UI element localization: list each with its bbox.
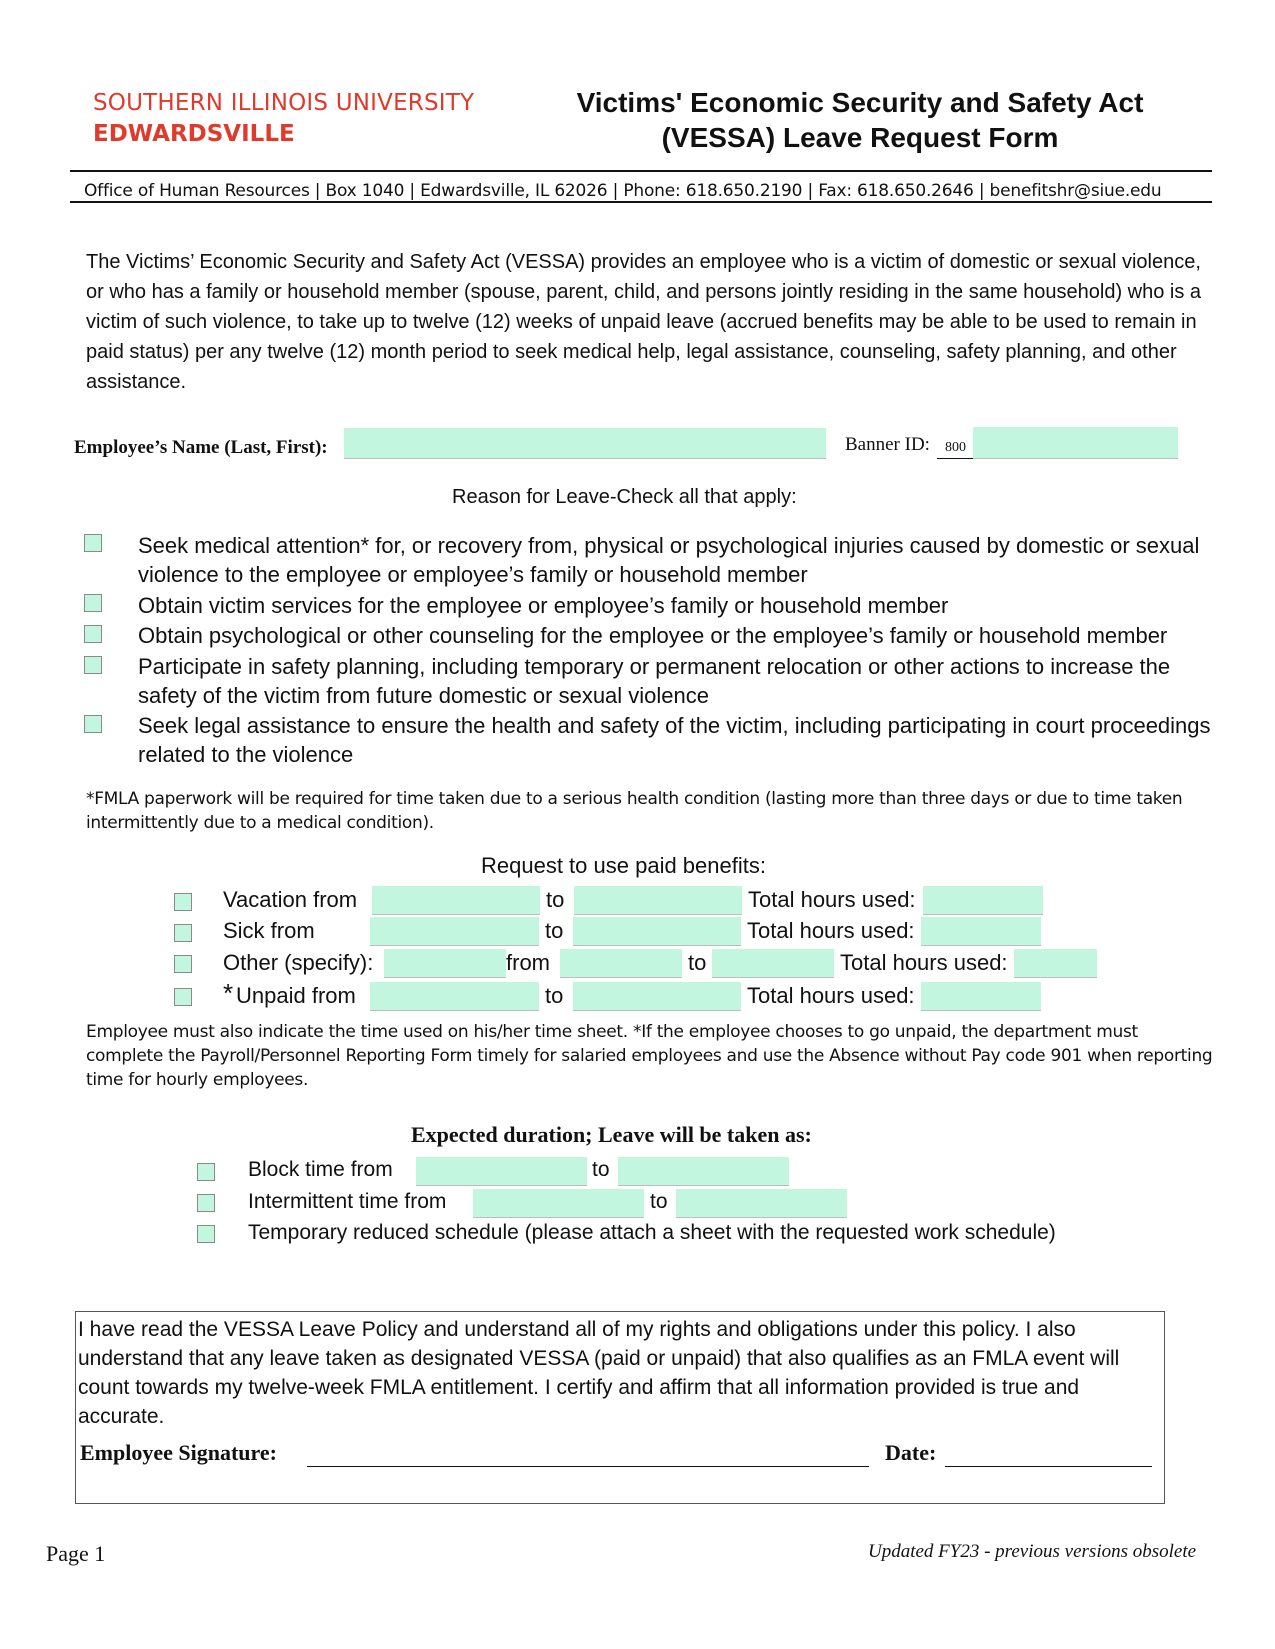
- banner-id-prefix: 800: [945, 440, 966, 455]
- employee-name-label: Employee’s Name (Last, First):: [74, 437, 328, 458]
- reason-safety-planning-label: Participate in safety planning, including temporary or permanent relocation or other actions to increase the safety of the victim from future domestic or sexual violence: [138, 654, 1171, 708]
- unpaid-from-field[interactable]: [370, 982, 539, 1011]
- signature-line[interactable]: [307, 1466, 869, 1467]
- contact-info: Office of Human Resources | Box 1040 | Edwardsville, IL 62026 | Phone: 618.650.2190 | Fax: 618.650.2646 | benefitshr@siue.edu: [84, 181, 1162, 201]
- block-time-to-field[interactable]: [618, 1157, 789, 1186]
- other-to-label: to: [688, 950, 707, 975]
- intermittent-to-label: to: [650, 1190, 668, 1213]
- benefits-note: Employee must also indicate the time used on his/her time sheet. *If the employee chooses to go unpaid, the department must complete the Payroll/Personnel Reporting Form timely for salaried employees and use the Absence without Pay code 901 when reporting time for hourly employees.: [86, 1022, 1213, 1090]
- block-time-checkbox[interactable]: [197, 1163, 215, 1181]
- reason-counseling-checkbox[interactable]: [84, 625, 102, 643]
- reason-heading: Reason for Leave-Check all that apply:: [452, 486, 797, 508]
- banner-id-label: Banner ID:: [845, 434, 930, 455]
- reason-medical-label: Seek medical attention* for, or recovery from, physical or psychological injuries caused by domestic or sexual violence to the employee or employee’s family or household member: [138, 533, 1200, 587]
- sick-total-field[interactable]: [921, 917, 1041, 946]
- block-time-label: Block time from: [248, 1158, 393, 1181]
- intermittent-to-field[interactable]: [676, 1189, 847, 1218]
- reason-victim-services-label: Obtain victim services for the employee or employee’s family or household member: [138, 593, 949, 618]
- duration-heading: Expected duration; Leave will be taken as:: [411, 1122, 812, 1147]
- form-title: [545, 85, 1175, 155]
- reason-legal-assistance-checkbox[interactable]: [84, 715, 102, 733]
- fmla-note: *FMLA paperwork will be required for time taken due to a serious health condition (lasting more than three days or due to time taken intermittently due to a medical condition).: [86, 789, 1183, 833]
- vacation-to-field[interactable]: [574, 886, 742, 915]
- vacation-total-field[interactable]: [923, 886, 1043, 915]
- intermittent-label: Intermittent time from: [248, 1190, 447, 1213]
- date-label: Date:: [885, 1440, 937, 1465]
- other-total-field[interactable]: [1014, 949, 1097, 978]
- employee-name-field[interactable]: [344, 428, 826, 459]
- sick-label: Sick from: [223, 918, 315, 943]
- certification-text: I have read the VESSA Leave Policy and understand all of my rights and obligations under this policy. I also understand that any leave taken as designated VESSA (paid or unpaid) that also qualifies as an FMLA event will count towards my twelve-week FMLA entitlement. I certify and affirm that all information provided is true and accurate.: [78, 1318, 1120, 1428]
- reduced-schedule-checkbox[interactable]: [197, 1225, 215, 1243]
- unpaid-to-field[interactable]: [573, 982, 741, 1011]
- header-bottom-rule: [70, 201, 1212, 203]
- unpaid-to-label: to: [545, 983, 564, 1008]
- other-from-field[interactable]: [560, 949, 682, 978]
- sick-to-field[interactable]: [573, 917, 741, 946]
- page-number: Page 1: [46, 1541, 106, 1566]
- reason-safety-planning-checkbox[interactable]: [84, 656, 102, 674]
- other-from-label: from: [506, 950, 550, 975]
- banner-id-field[interactable]: [973, 427, 1178, 459]
- other-total-label: Total hours used:: [840, 950, 1008, 975]
- vacation-label: Vacation from: [223, 887, 358, 912]
- other-to-field[interactable]: [712, 949, 834, 978]
- university-logo-line2: EDWARDSVILLE: [93, 121, 295, 147]
- reason-counseling-label: Obtain psychological or other counseling for the employee or the employee’s family or household member: [138, 623, 1168, 648]
- form-title-line1: Victims' Economic Security and Safety Act: [576, 87, 1144, 118]
- unpaid-label: Unpaid from: [236, 983, 356, 1008]
- block-time-to-label: to: [592, 1158, 610, 1181]
- form-title-line2: (VESSA) Leave Request Form: [661, 122, 1059, 153]
- vacation-from-field[interactable]: [372, 886, 540, 915]
- university-logo-line1: SOUTHERN ILLINOIS UNIVERSITY: [93, 90, 475, 116]
- other-specify-field[interactable]: [384, 949, 506, 978]
- vacation-to-label: to: [546, 887, 565, 912]
- unpaid-total-field[interactable]: [921, 982, 1041, 1011]
- unpaid-checkbox[interactable]: [174, 988, 192, 1006]
- sick-total-label: Total hours used:: [747, 918, 915, 943]
- block-time-from-field[interactable]: [416, 1157, 587, 1186]
- intermittent-from-field[interactable]: [473, 1189, 644, 1218]
- banner-prefix-underline: [937, 458, 973, 459]
- intermittent-checkbox[interactable]: [197, 1194, 215, 1212]
- header-top-rule: [70, 170, 1212, 172]
- reduced-schedule-label: Temporary reduced schedule (please attach a sheet with the requested work schedule): [248, 1221, 1056, 1244]
- signature-label: Employee Signature:: [80, 1440, 277, 1465]
- updated-note: Updated FY23 - previous versions obsolete: [868, 1541, 1197, 1562]
- unpaid-total-label: Total hours used:: [747, 983, 915, 1008]
- reason-victim-services-checkbox[interactable]: [84, 594, 102, 612]
- other-checkbox[interactable]: [174, 955, 192, 973]
- vacation-total-label: Total hours used:: [748, 887, 916, 912]
- vacation-checkbox[interactable]: [174, 893, 192, 911]
- unpaid-asterisk: *: [223, 978, 234, 1008]
- sick-checkbox[interactable]: [174, 924, 192, 942]
- reason-medical-checkbox[interactable]: [84, 534, 102, 552]
- intro-paragraph: The Victims’ Economic Security and Safety Act (VESSA) provides an employee who is a victim of domestic or sexual violence, or who has a family or household member (spouse, parent, child, and persons jointly residing in the same household) who is a victim of such violence, to take up to twelve (12) weeks of unpaid leave (accrued benefits may be able to be used to remain in paid status) per any twelve (12) month period to seek medical help, legal assistance, counseling, safety planning, and other assistance.: [86, 251, 1202, 393]
- reason-legal-assistance-label: Seek legal assistance to ensure the health and safety of the victim, including participating in court proceedings related to the violence: [138, 713, 1211, 767]
- benefits-heading: Request to use paid benefits:: [481, 853, 766, 878]
- other-label: Other (specify):: [223, 950, 374, 975]
- sick-from-field[interactable]: [370, 917, 539, 946]
- sick-to-label: to: [545, 918, 564, 943]
- date-line[interactable]: [945, 1466, 1152, 1467]
